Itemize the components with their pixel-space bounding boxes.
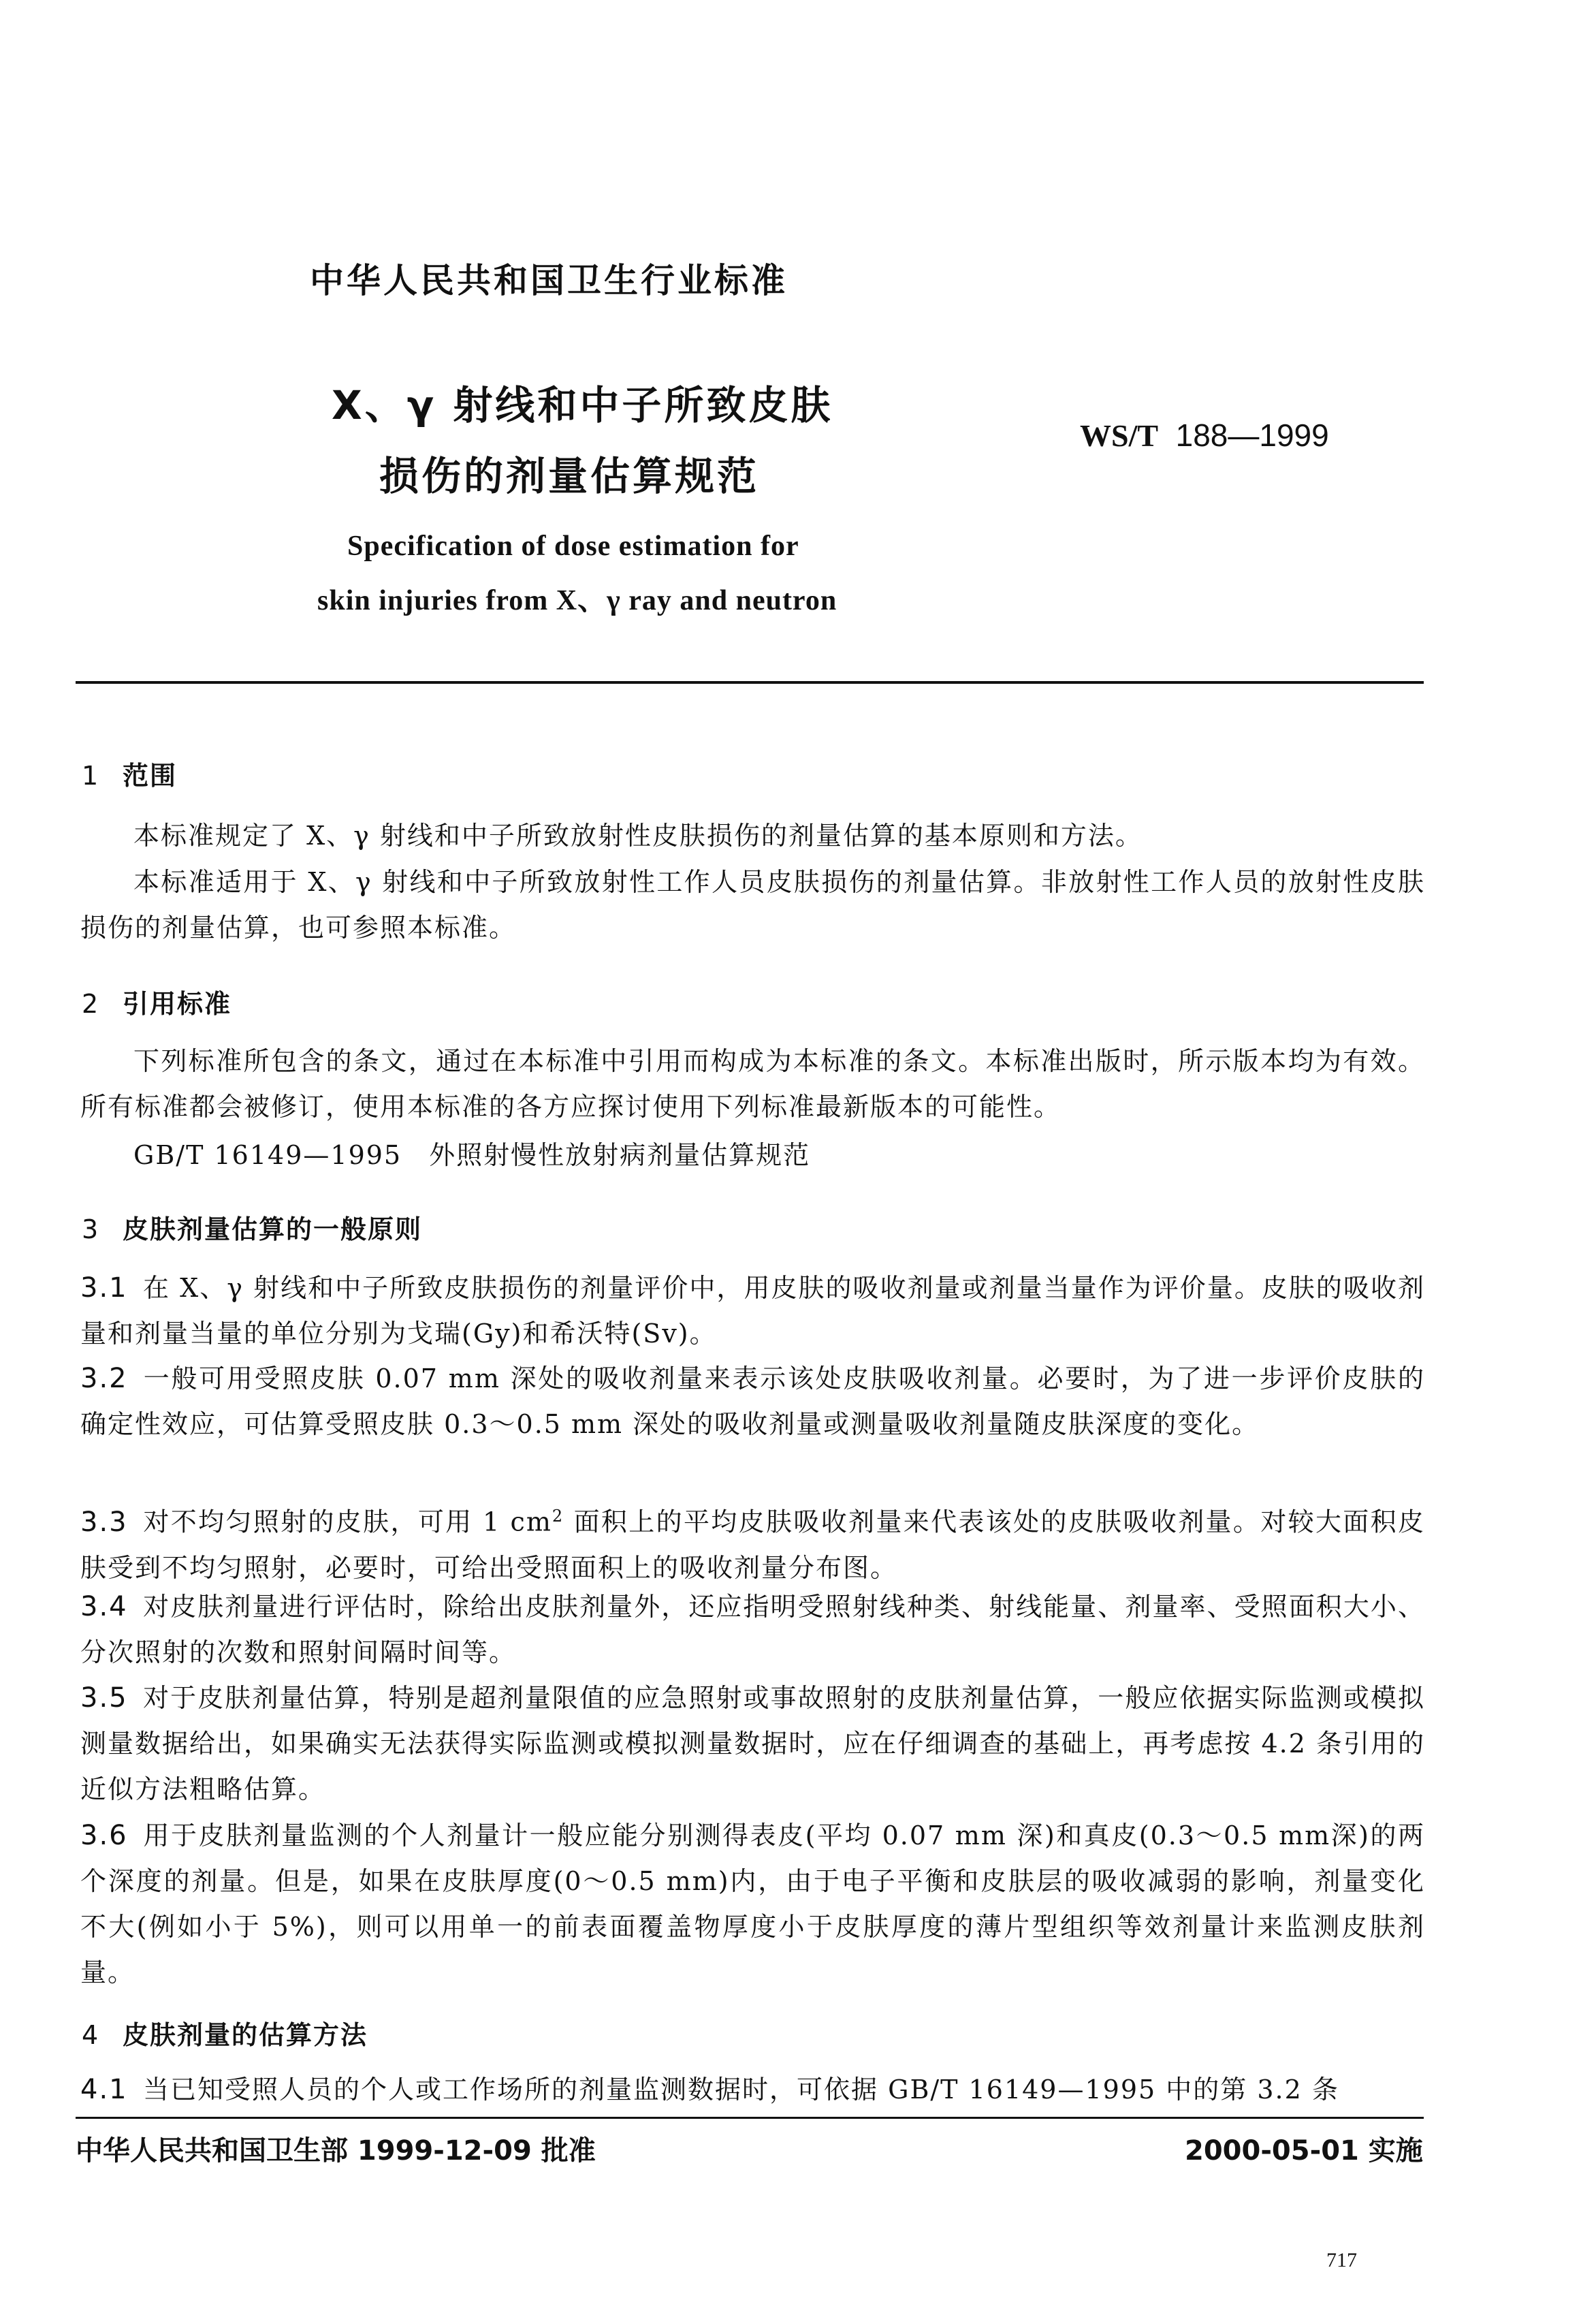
standard-type-heading: 中华人民共和国卫生行业标准	[310, 261, 788, 300]
clause-text-part-1: 对不均匀照射的皮肤，可用 1 cm	[143, 1507, 552, 1537]
clause-number: 3.4	[80, 1591, 128, 1622]
section-3-heading	[82, 1208, 422, 1246]
reference-code: GB/T 16149—1995	[133, 1140, 402, 1170]
effective-date: 2000-05-01 实施	[1185, 2135, 1423, 2167]
clause-number: 4.1	[80, 2074, 128, 2105]
clause-text: 当已知受照人员的个人或工作场所的剂量监测数据时，可依据 GB/T 16149—1995 中的第 3.2 条	[143, 2075, 1339, 2105]
clause-3-4	[80, 1584, 1425, 1675]
standard-code	[1080, 417, 1329, 454]
section-number: 1	[82, 761, 99, 791]
title-en-line-2: skin injuries from X、γ ray and neutron	[317, 585, 837, 616]
section-4-heading	[82, 2014, 368, 2051]
clause-number: 3.1	[80, 1272, 128, 1304]
section-2-paragraph-1: 下列标准所包含的条文，通过在本标准中引用而构成为本标准的条文。本标准出版时，所示版本均为有效。所有标准都会被修订，使用本标准的各方应探讨使用下列标准最新版本的可能性。	[80, 1046, 1425, 1122]
footer-divider	[76, 2117, 1424, 2119]
section-number: 3	[82, 1214, 99, 1244]
superscript: 2	[552, 1507, 564, 1526]
approval-line: 中华人民共和国卫生部 1999-12-09 批准	[76, 2135, 596, 2167]
standard-code-prefix: WS/T	[1080, 418, 1159, 453]
page-number: 717	[1326, 2249, 1357, 2271]
clause-3-2	[80, 1356, 1425, 1447]
clause-text-part-2: 面积上的平均皮肤吸收剂量来代表该处的皮肤吸收剂量。对较大面积皮肤受到不均匀照射，必要时，可给出受照面积上的吸收剂量分布图。	[80, 1507, 1425, 1583]
clause-3-3	[80, 1494, 1425, 1591]
section-title: 范围	[123, 761, 178, 791]
section-title: 皮肤剂量估算的一般原则	[123, 1214, 423, 1244]
section-2-heading	[82, 983, 232, 1020]
section-1-heading	[82, 755, 177, 792]
clause-text: 用于皮肤剂量监测的个人剂量计一般应能分别测得表皮(平均 0.07 mm 深)和真皮(0.3～0.5 mm深)的两个深度的剂量。但是，如果在皮肤厚度(0～0.5 mm)内，由于电子平衡和皮肤层的吸收减弱的影响，剂量变化不大(例如小于 5%)，则可以用单一的前表面覆盖物厚度小于皮肤厚度的薄片型组织等效剂量计来监测皮肤剂量。	[80, 1821, 1425, 1987]
title-en-line-1: Specification of dose estimation for	[347, 531, 799, 562]
title-cn-line-2: 损伤的剂量估算规范	[379, 453, 760, 499]
clause-3-1	[80, 1265, 1425, 1357]
clause-text: 一般可用受照皮肤 0.07 mm 深处的吸收剂量来表示该处皮肤吸收剂量。必要时，为了进一步评价皮肤的确定性效应，可估算受照皮肤 0.3～0.5 mm 深处的吸收剂量或测量吸收剂量随皮肤深度的变化。	[80, 1364, 1425, 1439]
reference-title: 外照射慢性放射病剂量估算规范	[429, 1140, 811, 1170]
reference-line	[133, 1134, 810, 1171]
clause-3-6	[80, 1813, 1425, 1996]
clause-number: 3.5	[80, 1682, 128, 1714]
clause-number: 3.6	[80, 1820, 128, 1851]
standard-code-number: 188—1999	[1175, 418, 1329, 453]
clause-text: 对于皮肤剂量估算，特别是超剂量限值的应急照射或事故照射的皮肤剂量估算，一般应依据实际监测或模拟测量数据给出，如果确实无法获得实际监测或模拟测量数据时，应在仔细调查的基础上，再考虑按 4.2 条引用的近似方法粗略估算。	[80, 1683, 1425, 1804]
section-number: 2	[82, 989, 99, 1019]
clause-text: 对皮肤剂量进行评估时，除给出皮肤剂量外，还应指明受照射线种类、射线能量、剂量率、受照面积大小、分次照射的次数和照射间隔时间等。	[80, 1592, 1425, 1667]
clause-3-5	[80, 1675, 1425, 1812]
clause-number: 3.3	[80, 1506, 128, 1538]
section-number: 4	[82, 2020, 99, 2050]
clause-number: 3.2	[80, 1363, 128, 1394]
title-cn-line-1: X、γ 射线和中子所致皮肤	[332, 382, 833, 428]
clause-text: 在 X、γ 射线和中子所致皮肤损伤的剂量评价中，用皮肤的吸收剂量或剂量当量作为评价量。皮肤的吸收剂量和剂量当量的单位分别为戈瑞(Gy)和希沃特(Sv)。	[80, 1273, 1425, 1349]
section-1-paragraph-2: 本标准适用于 X、γ 射线和中子所致放射性工作人员皮肤损伤的剂量估算。非放射性工作人员的放射性皮肤损伤的剂量估算，也可参照本标准。	[80, 867, 1425, 943]
section-title: 皮肤剂量的估算方法	[123, 2020, 368, 2050]
header-divider	[76, 681, 1424, 684]
section-title: 引用标准	[123, 989, 232, 1019]
clause-4-1	[80, 2067, 1425, 2113]
section-1-paragraph-1: 本标准规定了 X、γ 射线和中子所致放射性皮肤损伤的剂量估算的基本原则和方法。	[133, 821, 1143, 851]
